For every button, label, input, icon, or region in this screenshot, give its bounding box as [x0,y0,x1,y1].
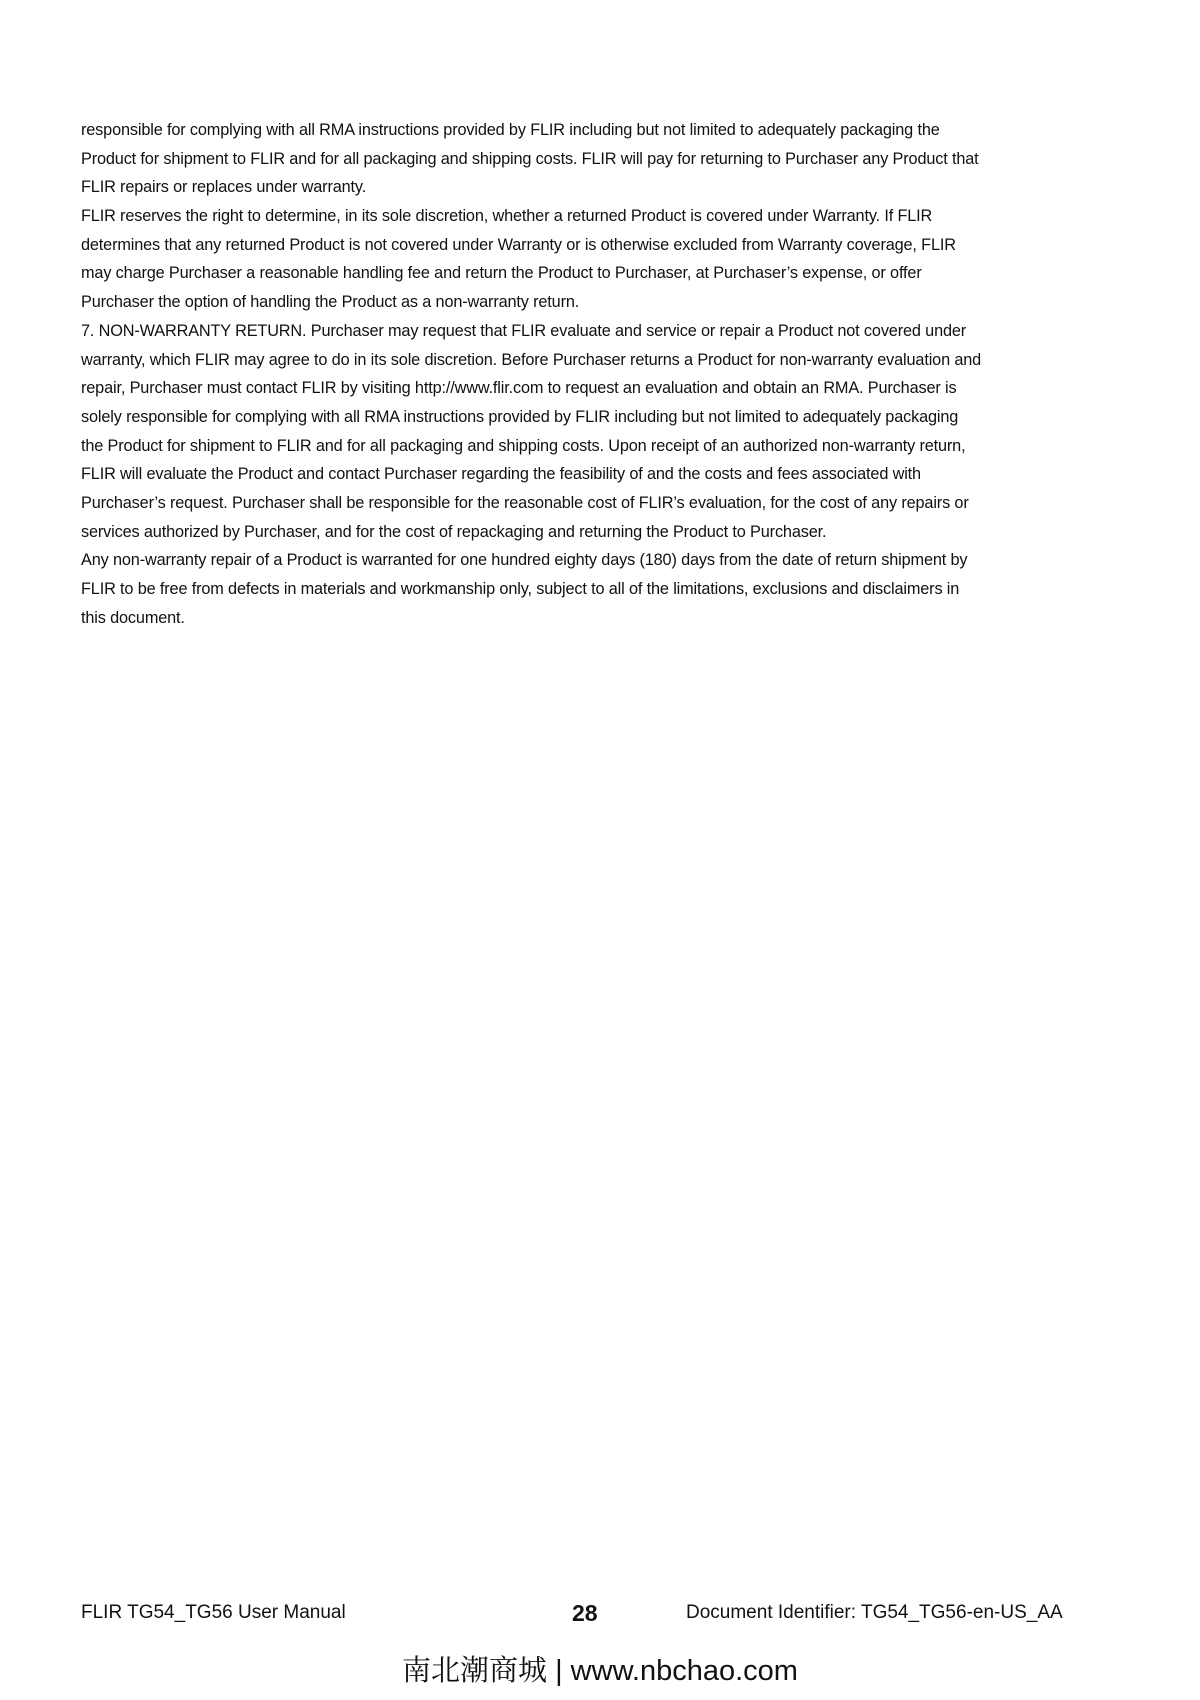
text-line: this document. [81,608,185,627]
text-line: may charge Purchaser a reasonable handling fee and return the Product to Purchaser, at Purchaser’s expense, or offer [81,264,922,283]
text-line: determines that any returned Product is not covered under Warranty or is otherwise excluded from Warranty coverage, FLIR [81,235,956,254]
text-line: responsible for complying with all RMA instructions provided by FLIR including but not limited to adequately packaging the [81,121,940,139]
manual-title: FLIR TG54_TG56 User Manual [81,1602,346,1623]
site-watermark: 南北潮商城 | www.nbchao.com [402,1655,798,1687]
page-footer [81,1600,1121,1630]
text-line: FLIR repairs or replaces under warranty. [81,178,367,197]
text-line: warranty, which FLIR may agree to do in its sole discretion. Before Purchaser returns a Product for non-warranty evaluation and [81,350,982,369]
text-line: Any non-warranty repair of a Product is warranted for one hundred eighty days (180) days from the date of return shipment by [81,551,968,570]
document-identifier: Document Identifier: TG54_TG56-en-US_AA [686,1602,1063,1623]
text-line: repair, Purchaser must contact FLIR by visiting http://www.flir.com to request an evaluation and obtain an RMA. Purchaser is [81,379,957,398]
text-line: Purchaser’s request. Purchaser shall be responsible for the reasonable cost of FLIR’s evaluation, for the cost of any repairs or [81,493,969,512]
text-line: 7. NON-WARRANTY RETURN. Purchaser may request that FLIR evaluate and service or repair a Product not covered under [81,321,967,340]
text-line: FLIR to be free from defects in materials and workmanship only, subject to all of the limitations, exclusions and disclaimers in [81,580,960,598]
text-line: FLIR will evaluate the Product and contact Purchaser regarding the feasibility of and the costs and fees associated with [81,465,921,484]
text-line: Purchaser the option of handling the Product as a non-warranty return. [81,293,580,312]
text-line: the Product for shipment to FLIR and for all packaging and shipping costs. Upon receipt of an authorized non-warranty return, [81,436,966,455]
page-number: 28 [572,1600,598,1626]
text-line: Product for shipment to FLIR and for all packaging and shipping costs. FLIR will pay for returning to Purchaser any Product that [81,149,979,168]
text-line: services authorized by Purchaser, and for the cost of repackaging and returning the Product to Purchaser. [81,522,827,541]
text-line: solely responsible for complying with all RMA instructions provided by FLIR including but not limited to adequately packaging [81,407,959,426]
document-body [81,116,1141,632]
text-line: FLIR reserves the right to determine, in its sole discretion, whether a returned Product is covered under Warranty. If FLIR [81,207,933,226]
